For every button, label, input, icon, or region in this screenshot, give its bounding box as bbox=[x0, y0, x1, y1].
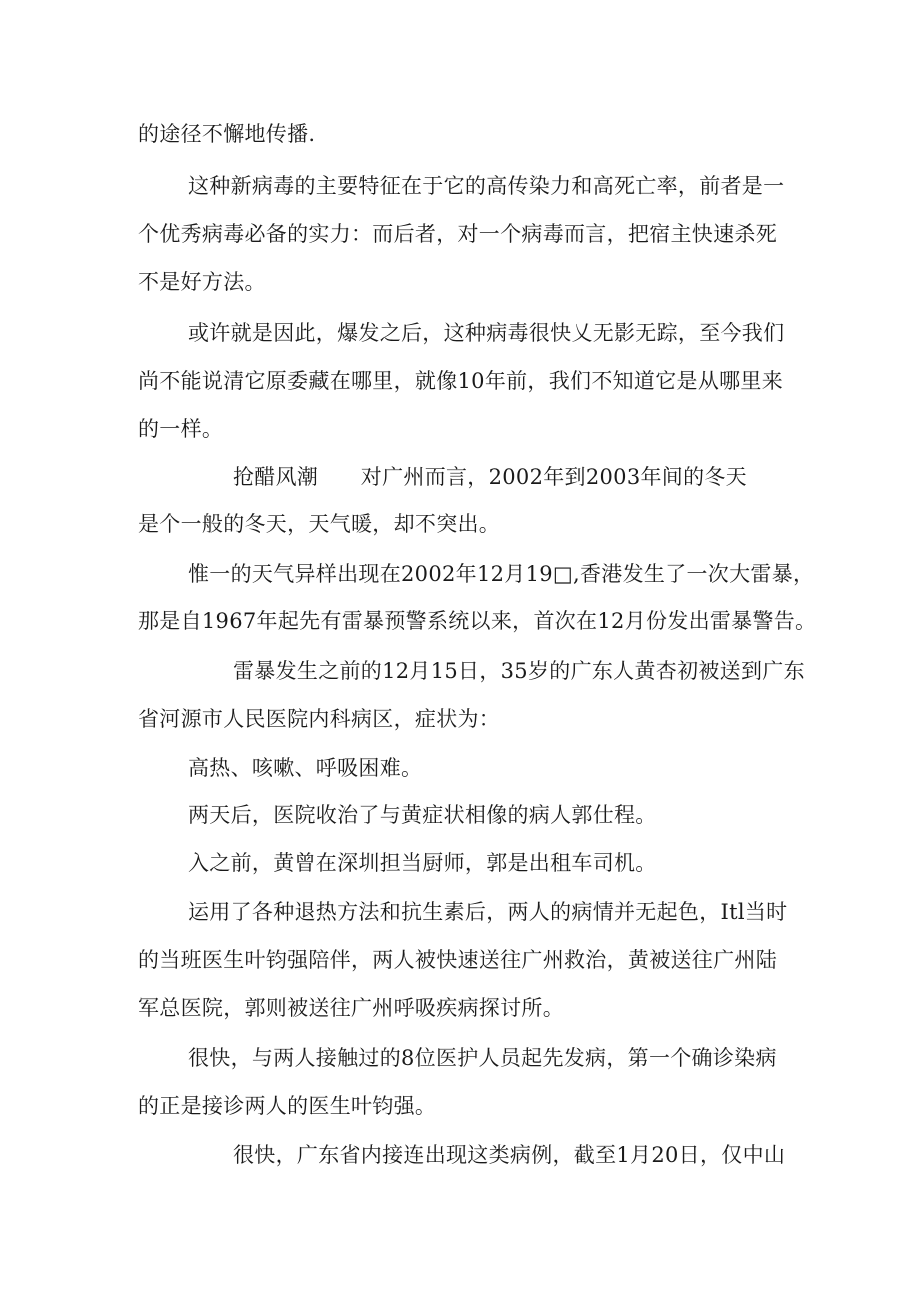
text-line: 的当班医生叶钧强陪伴，两人被快速送往广州救治，黄被送往广州陆 bbox=[138, 948, 777, 972]
text-line: 两天后，医院收治了与黄症状相像的病人郭仕程。 bbox=[188, 803, 657, 827]
section-heading-line: 抢醋风潮 对广州而言，2002年到2003年间的冬天 bbox=[233, 465, 747, 489]
text-line: 惟一的天气异样出现在2002年12月19□,香港发生了一次大雷暴， bbox=[188, 562, 815, 586]
text-line: 的正是接诊两人的医生叶钧强。 bbox=[138, 1094, 437, 1118]
text-line: 那是自1967年起先有雷暴预警系统以来，首次在12月份发出雷暴警告。 bbox=[138, 609, 817, 633]
text-line: 省河源市人民医院内科病区，症状为： bbox=[138, 707, 501, 731]
text-line: 个优秀病毒必备的实力：而后者，对一个病毒而言，把宿主快速杀死 bbox=[138, 222, 777, 246]
text-line: 很快，广东省内接连出现这类病例，截至1月20日，仅中山 bbox=[233, 1143, 786, 1167]
text-line: 入之前，黄曾在深圳担当厨师，郭是出租车司机。 bbox=[188, 851, 657, 875]
text-line: 尚不能说清它原委藏在哪里，就像10年前，我们不知道它是从哪里来 bbox=[138, 369, 784, 393]
text-line: 很快，与两人接触过的8位医护人员起先发病，第一个确诊染病 bbox=[188, 1046, 777, 1070]
text-line: 或许就是因此，爆发之后，这种病毒很快乂无影无踪，至今我们 bbox=[188, 321, 785, 345]
text-line: 雷暴发生之前的12月15日，35岁的广东人黄杏初被送到广东 bbox=[233, 659, 805, 683]
text-line: 的途径不懈地传播. bbox=[138, 122, 316, 146]
text-line: 的一样。 bbox=[138, 417, 224, 441]
text-line: 高热、咳嗽、呼吸困难。 bbox=[188, 756, 423, 780]
text-line: 运用了各种退热方法和抗生素后，两人的病情并无起色，Itl当时 bbox=[188, 900, 788, 924]
text-line: 不是好方法。 bbox=[138, 270, 266, 294]
text-line: 军总医院，郭则被送往广州呼吸疾病探讨所。 bbox=[138, 996, 564, 1020]
text-line: 这种新病毒的主要特征在于它的高传染力和高死亡率，前者是一 bbox=[188, 174, 785, 198]
text-line: 是个一般的冬天，天气暖，却不突出。 bbox=[138, 512, 501, 536]
